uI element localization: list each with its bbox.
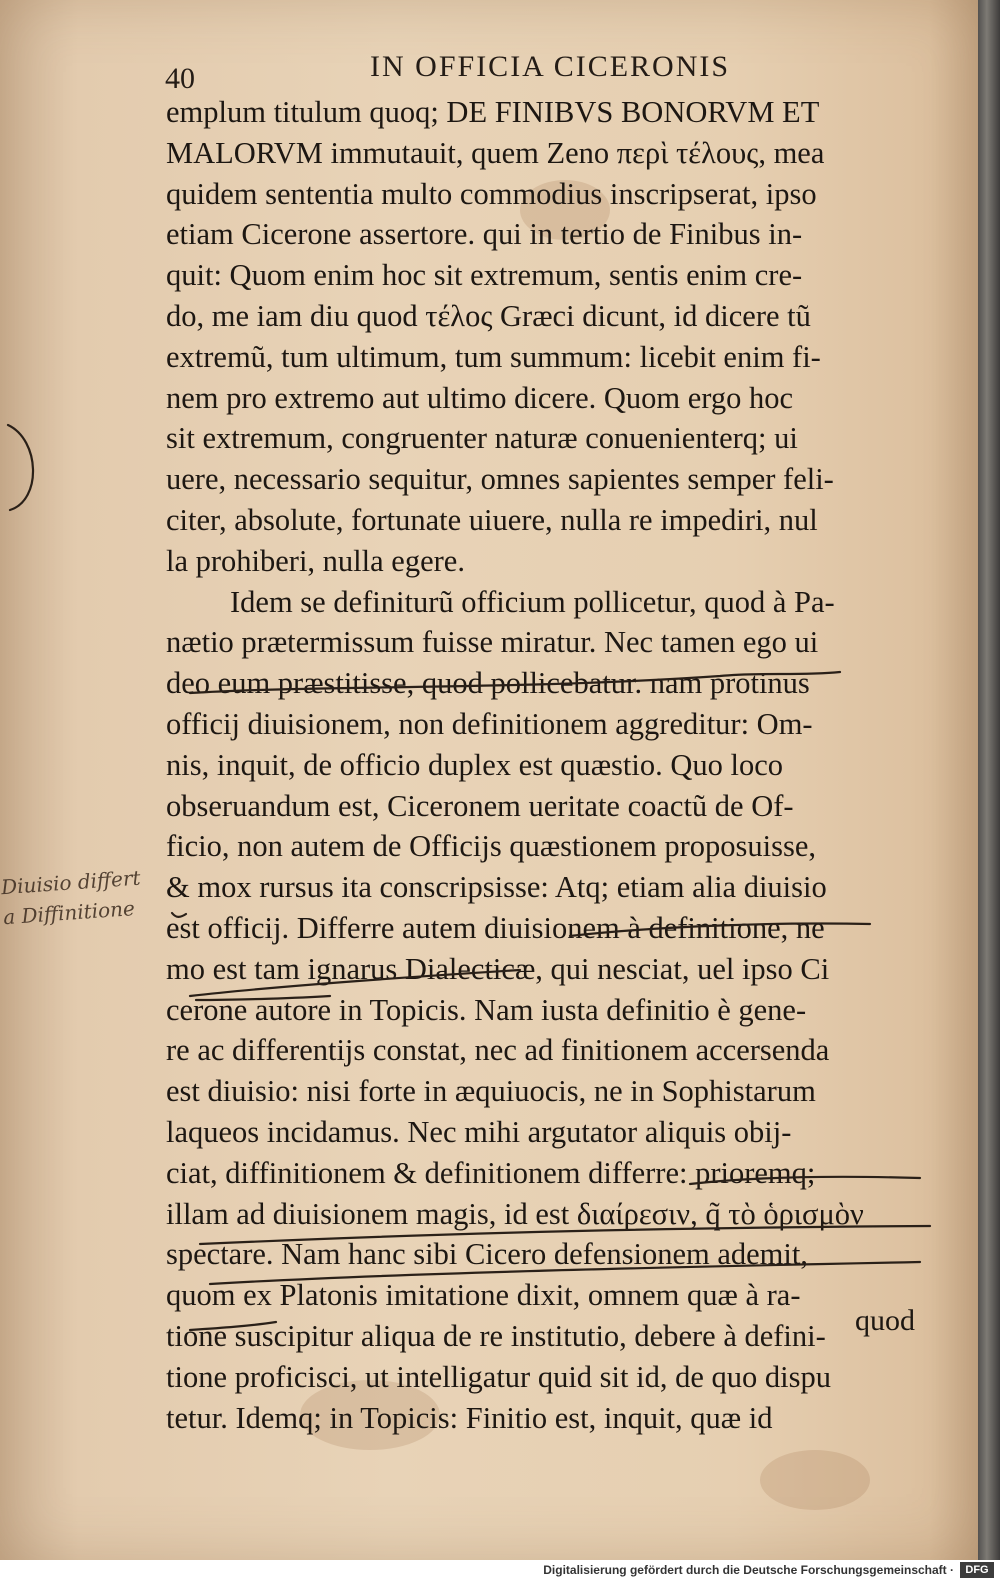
text-line: quit: Quom enim hoc sit extremum, sentis enim cre-	[166, 258, 803, 293]
page-number: 40	[165, 62, 195, 95]
text-line: cerone autore in Topicis. Nam iusta definitio è gene-	[166, 992, 807, 1027]
text-line: quidem sententia multo commodius inscripserat, ipso	[166, 176, 817, 211]
text-line: uere, necessario sequitur, omnes sapientes semper feli-	[166, 462, 834, 497]
page-header	[165, 50, 925, 94]
paper-stain	[760, 1450, 870, 1510]
text-line: re ac differentijs constat, nec ad finitionem accersenda	[166, 1033, 830, 1068]
text-line: etiam Cicerone assertore. qui in tertio de Finibus in-	[166, 217, 803, 252]
footer-bar	[0, 1560, 1000, 1581]
handwritten-margin-note	[0, 860, 184, 932]
text-line: tione suscipitur aliqua de re institutio, debere à defini-	[166, 1318, 826, 1353]
text-line: ficio, non autem de Officijs quæstionem proposuisse,	[166, 829, 817, 864]
text-line: & mox rursus ita conscripsisse: Atq; etiam alia diuisio	[166, 870, 827, 905]
text-line: laqueos incidamus. Nec mihi argutator aliquis obij-	[166, 1114, 792, 1149]
text-line: la prohiberi, nulla egere.	[166, 543, 465, 578]
text-line: officij diuisionem, non definitionem aggreditur: Om-	[166, 706, 813, 741]
text-line: ciat, diffinitionem & definitionem differre: prioremq;	[166, 1155, 816, 1190]
text-line: tione proficisci, ut intelligatur quid sit id, de quo dispu	[166, 1359, 831, 1394]
margin-note-line: Diuisio differt	[0, 865, 142, 900]
text-line: MALORVM immutauit, quem Zeno περὶ τέλους, mea	[166, 135, 825, 170]
funding-credit: Digitalisierung gefördert durch die Deutsche Forschungsgemeinschaft ·	[543, 1563, 954, 1577]
text-line: nis, inquit, de officio duplex est quæstio. Quo loco	[166, 747, 784, 782]
text-line: est officij. Differre autem diuisionem à definitione, ne	[166, 910, 825, 945]
catchword: quod	[855, 1304, 915, 1337]
body-text	[166, 92, 926, 1438]
text-line: sit extremum, congruenter naturæ conuenienterq; ui	[166, 421, 798, 456]
text-line: nætio prætermissum fuisse miratur. Nec tamen ego ui	[166, 625, 819, 660]
text-line: citer, absolute, fortunate uiuere, nulla re impediri, nul	[166, 502, 818, 537]
dfg-logo-icon: DFG	[960, 1562, 994, 1578]
text-line: do, me iam diu quod τέλος Græci dicunt, id dicere tũ	[166, 298, 811, 333]
text-line: Idem se definiturũ officium pollicetur, quod à Pa-	[230, 584, 835, 619]
text-line: obseruandum est, Ciceronem ueritate coactũ de Of-	[166, 788, 794, 823]
margin-note-line: a Diffinitione	[2, 896, 136, 930]
running-title: IN OFFICIA CICERONIS	[370, 50, 731, 83]
text-line: est diuisio: nisi forte in æquiuocis, ne in Sophistarum	[166, 1074, 816, 1109]
text-line: spectare. Nam hanc sibi Cicero defensionem ademit,	[166, 1237, 808, 1272]
text-line: emplum titulum quoq; DE FINIBVS BONORVM ET	[166, 95, 820, 129]
book-spine	[978, 0, 1000, 1560]
text-line: quom ex Platonis imitatione dixit, omnem quæ à ra-	[166, 1278, 801, 1313]
text-line: tetur. Idemq; in Topicis: Finitio est, inquit, quæ id	[166, 1400, 773, 1435]
text-line: nem pro extremo aut ultimo dicere. Quom ergo hoc	[166, 380, 794, 415]
text-line: mo est tam ignarus Dialecticæ, qui nesciat, uel ipso Ci	[166, 951, 830, 986]
text-line: extremũ, tum ultimum, tum summum: licebit enim fi-	[166, 339, 821, 374]
text-line: illam ad diuisionem magis, id est διαίρεσιν, q̃ τὸ ὁρισμὸν	[166, 1196, 864, 1231]
text-line: deo eum præstitisse, quod pollicebatur. nam protinus	[166, 666, 810, 701]
